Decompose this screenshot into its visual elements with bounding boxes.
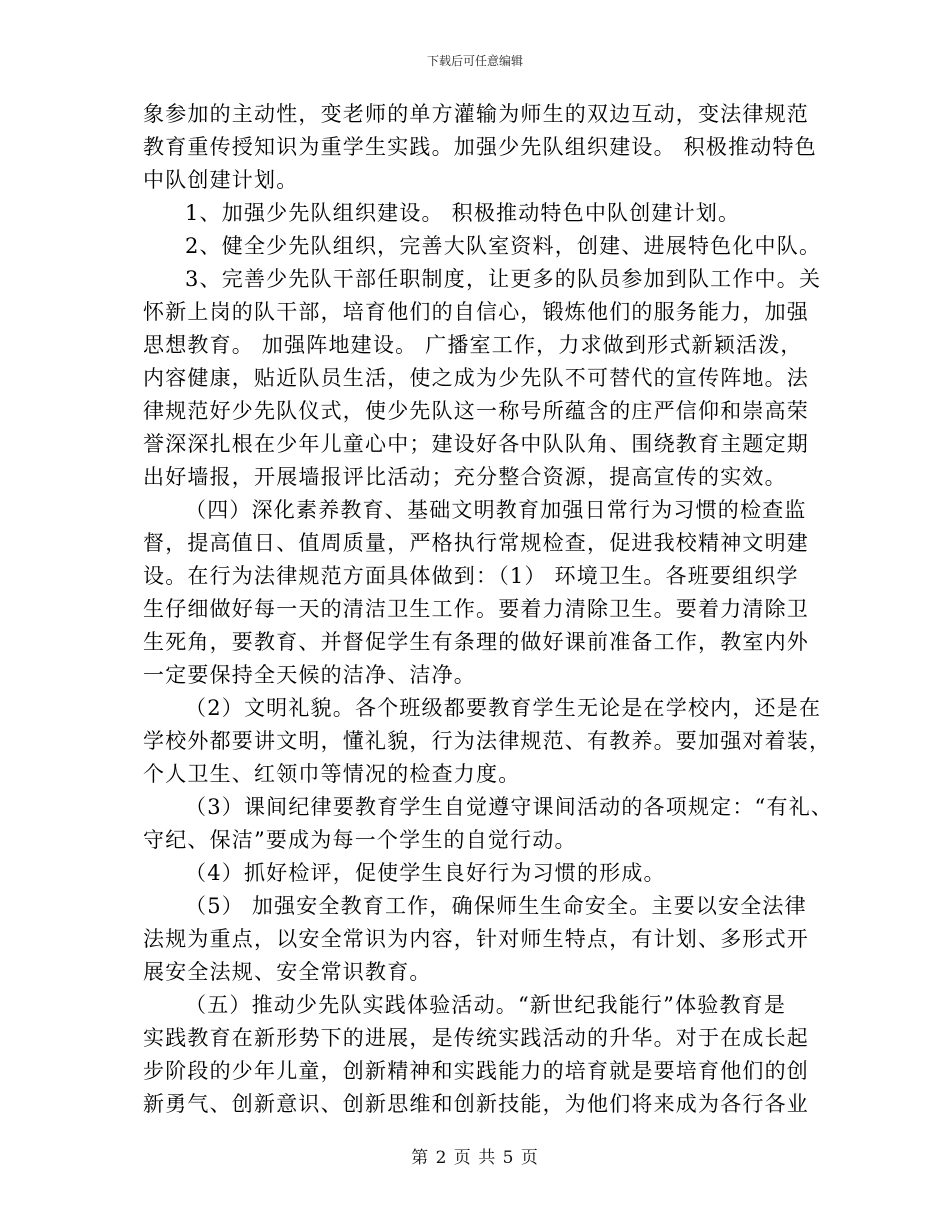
- paragraph-line: 展安全法规、安全常识教育。: [143, 960, 432, 984]
- page-header: 下载后可任意编辑: [426, 54, 523, 68]
- paragraph-line: 设。在行为法律规范方面具体做到：（1） 环境卫生。各班要组织学: [143, 564, 799, 588]
- paragraph-line: 生死角，要教育、并督促学生有条理的做好课前准备工作，教室内外: [143, 630, 809, 654]
- paragraph-line: 誉深深扎根在少年儿童心中；建设好各中队队角、围绕教育主题定期: [143, 432, 809, 456]
- paragraph-line: 律规范好少先队仪式，使少先队这一称号所蕴含的庄严信仰和崇高荣: [143, 399, 809, 423]
- paragraph-line: 象参加的主动性，变老师的单方灌输为师生的双边互动，变法律规范: [143, 102, 809, 126]
- paragraph-line: 新勇气、创新意识、创新思维和创新技能，为他们将来成为各行各业: [143, 1092, 809, 1116]
- paragraph-line: 生仔细做好每一天的清洁卫生工作。要着力清除卫生。要着力清除卫: [143, 597, 809, 621]
- paragraph-line: 1、加强少先队组织建设。 积极推动特色中队创建计划。: [185, 201, 741, 225]
- paragraph-line: 法规为重点，以安全常识为内容，针对师生特点，有计划、多形式开: [143, 927, 809, 951]
- paragraph-line: 步阶段的少年儿童，创新精神和实践能力的培育就是要培育他们的创: [143, 1059, 809, 1083]
- paragraph-line: 3、完善少先队干部任职制度，让更多的队员参加到队工作中。关: [185, 267, 822, 291]
- paragraph-line: 守纪、保洁”要成为每一个学生的自觉行动。: [143, 828, 577, 852]
- paragraph-line: 实践教育在新形势下的进展，是传统实践活动的升华。对于在成长起: [143, 1026, 809, 1050]
- paragraph-line: 教育重传授知识为重学生实践。加强少先队组织建设。 积极推动特色: [143, 135, 817, 159]
- paragraph-line: 学校外都要讲文明，懂礼貌，行为法律规范、有教养。要加强对着装，: [143, 729, 832, 753]
- paragraph-line: （3）课间纪律要教育学生自觉遵守课间活动的各项规定：“有礼、: [185, 795, 834, 819]
- paragraph-line: 思想教育。 加强阵地建设。 广播室工作，力求做到形式新颖活泼，: [143, 333, 803, 357]
- paragraph-line: 出好墙报，开展墙报评比活动；充分整合资源，提高宣传的实效。: [143, 465, 787, 489]
- paragraph-line: （4）抓好检评，促使学生良好行为习惯的形成。: [185, 861, 666, 885]
- paragraph-line: （四）深化素养教育、基础文明教育加强日常行为习惯的检查监: [185, 498, 807, 522]
- document-body: [143, 98, 834, 1121]
- paragraph-line: 督，提高值日、值周质量，严格执行常规检查，促进我校精神文明建: [143, 531, 809, 555]
- paragraph-line: 2、健全少先队组织，完善大队室资料，创建、进展特色化中队。: [185, 234, 822, 258]
- paragraph-line: 怀新上岗的队干部，培育他们的自信心，锻炼他们的服务能力，加强: [143, 300, 809, 324]
- paragraph-line: 个人卫生、红领巾等情况的检查力度。: [143, 762, 521, 786]
- paragraph-line: 内容健康，贴近队员生活，使之成为少先队不可替代的宣传阵地。法: [143, 366, 809, 390]
- paragraph-line: 一定要保持全天候的洁净、洁净。: [143, 663, 476, 687]
- page-number-footer: 第 2 页 共 5 页: [411, 1148, 539, 1168]
- paragraph-line: （5） 加强安全教育工作，确保师生生命安全。主要以安全法律: [185, 894, 807, 918]
- paragraph-line: 中队创建计划。: [143, 168, 299, 192]
- paragraph-line: （2）文明礼貌。各个班级都要教育学生无论是在学校内，还是在: [185, 696, 822, 720]
- paragraph-line: （五）推动少先队实践体验活动。“新世纪我能行”体验教育是: [185, 993, 787, 1017]
